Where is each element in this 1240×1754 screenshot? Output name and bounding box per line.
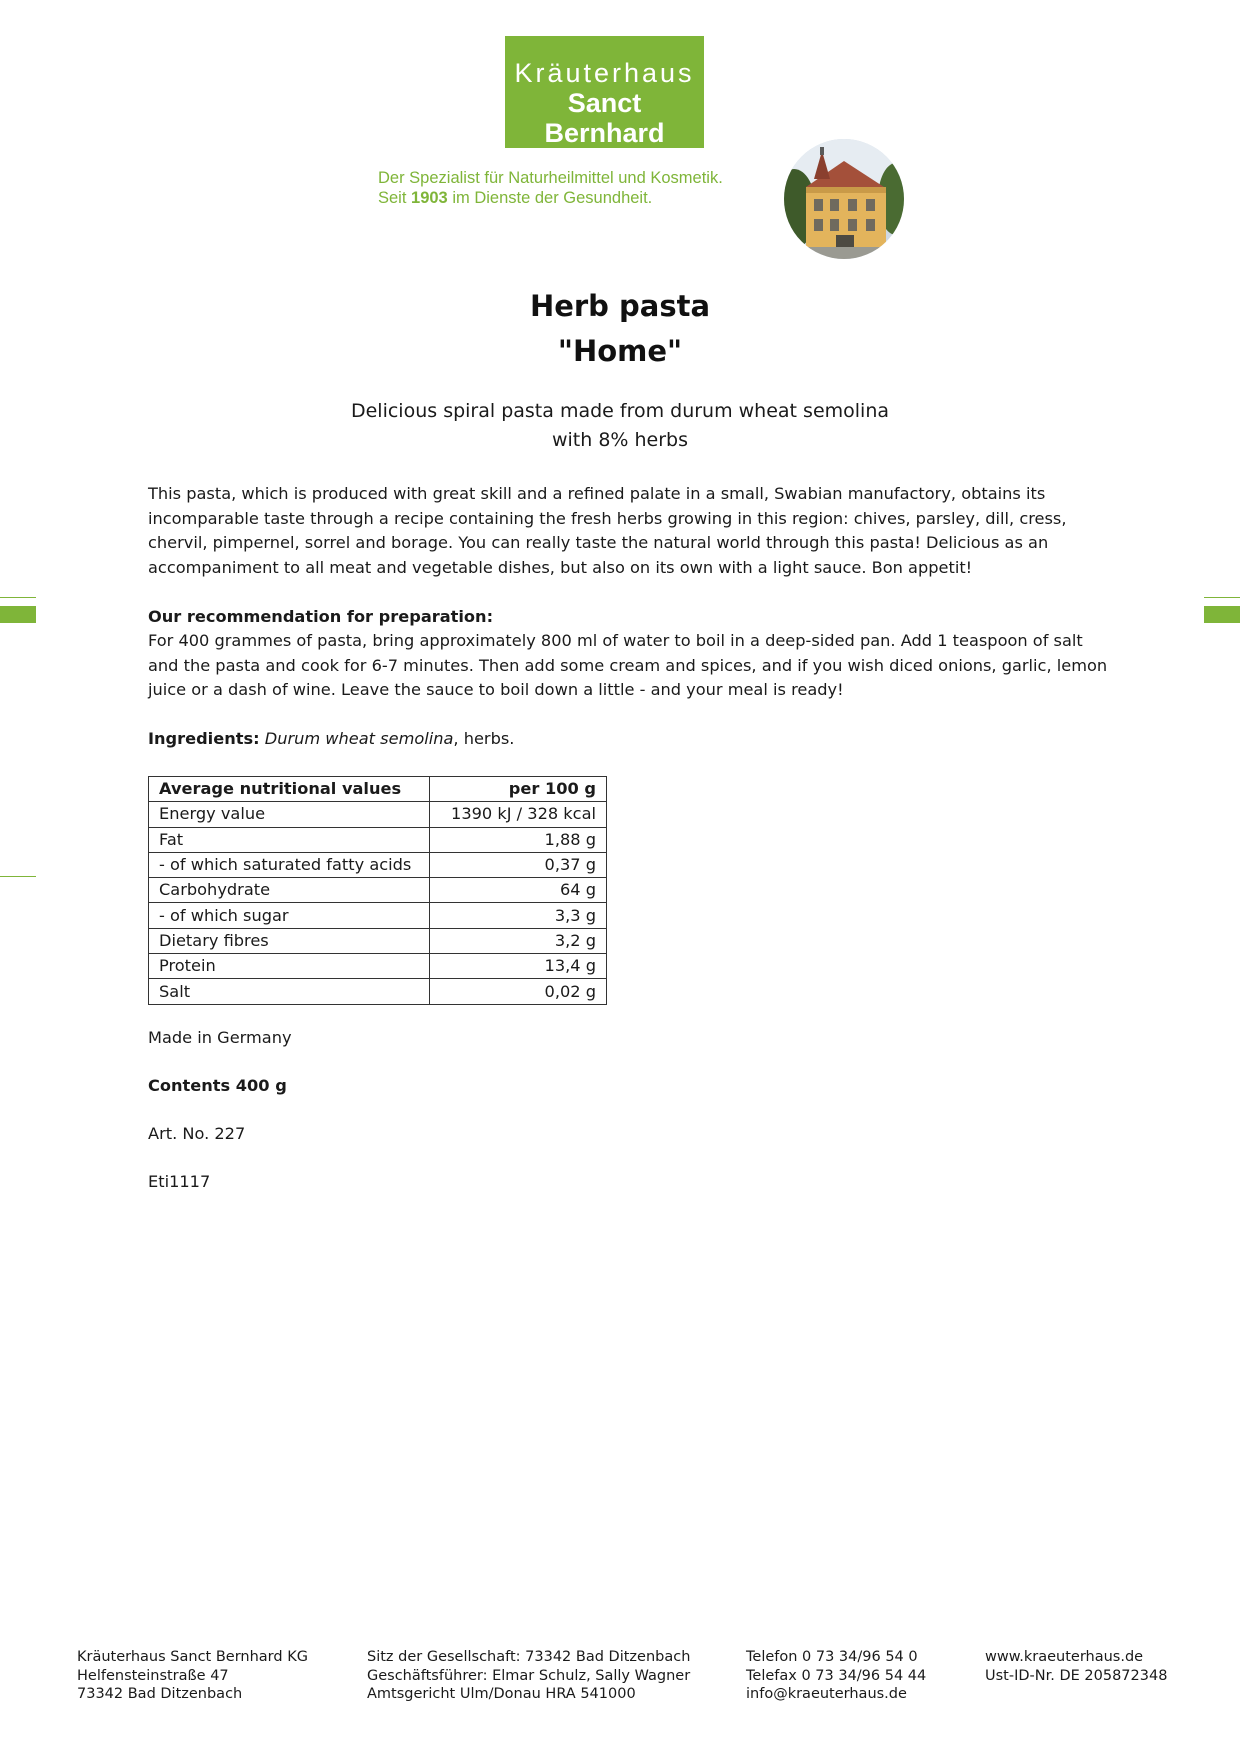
nutrition-value: 13,4 g xyxy=(430,954,607,979)
nutrition-label: Carbohydrate xyxy=(149,878,430,903)
brand-name-line1: Kräuterhaus xyxy=(514,58,695,88)
product-subtitle xyxy=(0,397,1240,455)
nutrition-value: 1390 kJ / 328 kcal xyxy=(430,802,607,827)
nutrition-label: Fat xyxy=(149,827,430,852)
nutrition-value: 0,02 g xyxy=(430,979,607,1004)
nutrition-header-label: Average nutritional values xyxy=(149,777,430,802)
nutrition-value: 0,37 g xyxy=(430,852,607,877)
footer-fax: Telefax 0 73 34/96 54 44 xyxy=(746,1667,927,1684)
footer-company-name: Kräuterhaus Sanct Bernhard KG xyxy=(77,1649,308,1665)
product-description: This pasta, which is produced with great skill and a refined palate in a small, Swabian manufactory, obtains its incomparable taste through a recipe containing the fresh herbs growing in this region: chives, parsley, dill, cress, chervil, pimpernel, sorrel and borage. You can really taste the natural world through this pasta! Delicious as an accompaniment to all meat and vegetable dishes, but also on its own with a light sauce. Bon appetit! xyxy=(148,484,1067,577)
nutrition-label: Protein xyxy=(149,954,430,979)
table-row xyxy=(149,802,607,827)
footer-street: Helfensteinstraße 47 xyxy=(77,1667,229,1684)
brand-name-line2: Sanct Bernhard xyxy=(544,88,665,148)
label-code: Eti1117 xyxy=(148,1172,211,1191)
table-row xyxy=(149,979,607,1004)
footer-web xyxy=(985,1648,1167,1685)
footer-contact xyxy=(746,1648,926,1704)
nutrition-value: 64 g xyxy=(430,878,607,903)
table-row xyxy=(149,852,607,877)
house-photo-image xyxy=(784,139,904,259)
tagline-prefix: Seit xyxy=(378,189,412,207)
article-number: Art. No. 227 xyxy=(148,1124,246,1143)
nutrition-label: - of which sugar xyxy=(149,903,430,928)
brand-tagline xyxy=(378,168,778,208)
brand-logo xyxy=(505,36,704,148)
product-content xyxy=(148,482,1108,1005)
nutrition-label: Salt xyxy=(149,979,430,1004)
nutrition-header-row xyxy=(149,777,607,802)
fold-mark-line-left xyxy=(0,597,36,598)
product-title-line2: "Home" xyxy=(557,334,683,368)
tagline-line2 xyxy=(378,188,778,208)
fold-mark-right xyxy=(1204,606,1240,623)
product-subtitle-line1: Delicious spiral pasta made from durum wheat semolina xyxy=(350,400,890,422)
nutrition-label: Dietary fibres xyxy=(149,928,430,953)
footer-website[interactable]: www.kraeuterhaus.de xyxy=(985,1649,1144,1665)
footer-email[interactable]: info@kraeuterhaus.de xyxy=(746,1686,907,1702)
ingredients xyxy=(148,727,1108,752)
nutrition-value: 3,3 g xyxy=(430,903,607,928)
nutrition-table xyxy=(148,776,607,1005)
nutrition-label: - of which saturated fatty acids xyxy=(149,852,430,877)
footer-vat-id: Ust-ID-Nr. DE 205872348 xyxy=(985,1667,1168,1684)
table-row xyxy=(149,827,607,852)
ingredients-italic: Durum wheat semolina xyxy=(264,729,454,748)
footer-registered-office: Sitz der Gesellschaft: 73342 Bad Ditzenbach xyxy=(367,1649,691,1665)
table-row xyxy=(149,954,607,979)
origin-text: Made in Germany xyxy=(148,1028,292,1047)
fold-mark-left xyxy=(0,606,36,623)
nutrition-value: 1,88 g xyxy=(430,827,607,852)
footer-company xyxy=(77,1648,308,1704)
nutrition-label: Energy value xyxy=(149,802,430,827)
footer-court-registry: Amtsgericht Ulm/Donau HRA 541000 xyxy=(367,1686,636,1702)
fold-mark-line-left-lower xyxy=(0,876,36,877)
footer-city: 73342 Bad Ditzenbach xyxy=(77,1686,243,1702)
contents-text: Contents 400 g xyxy=(148,1076,287,1095)
footer-legal xyxy=(367,1648,690,1704)
product-title xyxy=(0,284,1240,374)
preparation-heading: Our recommendation for preparation: xyxy=(148,606,494,626)
nutrition-value: 3,2 g xyxy=(430,928,607,953)
table-row xyxy=(149,903,607,928)
footer-managing-directors: Geschäftsführer: Elmar Schulz, Sally Wagner xyxy=(367,1667,691,1684)
tagline-year: 1903 xyxy=(411,189,448,207)
ingredients-label: Ingredients: xyxy=(148,729,260,748)
tagline-line1: Der Spezialist für Naturheilmittel und Kosmetik. xyxy=(378,169,723,187)
table-row xyxy=(149,878,607,903)
product-title-line1: Herb pasta xyxy=(529,289,711,323)
footer-phone: Telefon 0 73 34/96 54 0 xyxy=(746,1649,918,1665)
preparation-text: For 400 grammes of pasta, bring approximately 800 ml of water to boil in a deep-sided pan. Add 1 teaspoon of salt and the pasta and cook for 6-7 minutes. Then add some cream and spices, and if you wish diced onions, garlic, lemon juice or a dash of wine. Leave the sauce to boil down a little - and your meal is ready! xyxy=(148,631,1108,699)
tagline-suffix: im Dienste der Gesundheit. xyxy=(447,189,653,207)
nutrition-header-value: per 100 g xyxy=(430,777,607,802)
table-row xyxy=(149,928,607,953)
product-subtitle-line2: with 8% herbs xyxy=(551,429,689,451)
ingredients-rest: , herbs. xyxy=(453,729,515,748)
fold-mark-line-right xyxy=(1204,597,1240,598)
